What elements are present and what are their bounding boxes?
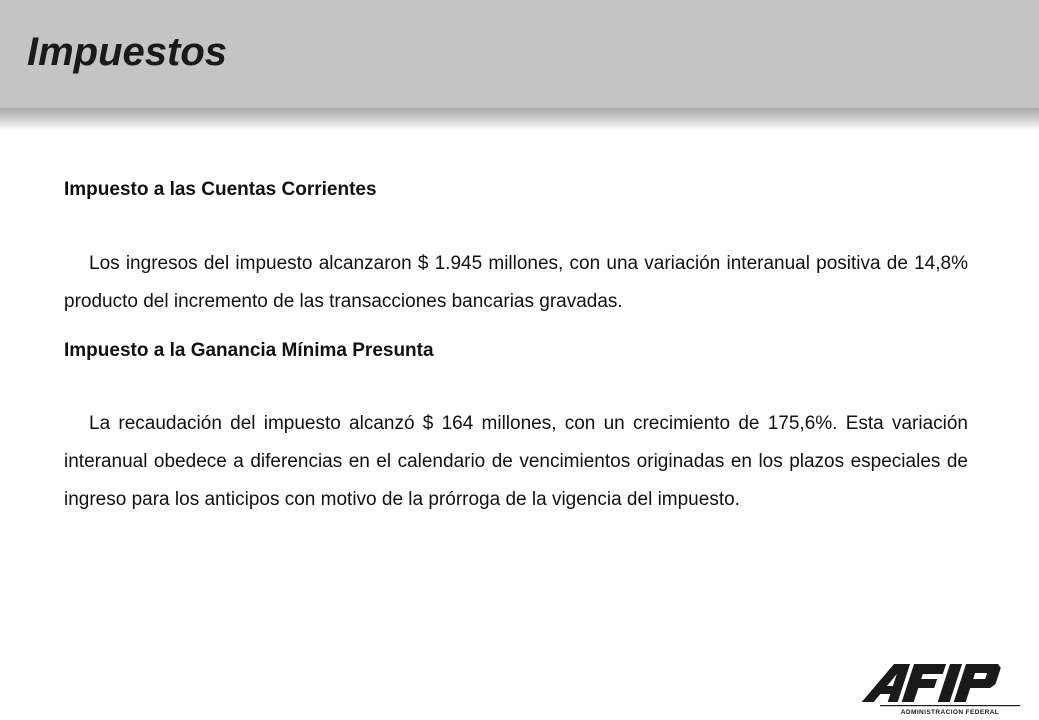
- section-title-cuentas-corrientes: Impuesto a las Cuentas Corrientes: [64, 179, 377, 200]
- afip-logo: [858, 658, 1026, 716]
- svg-text:ADMINISTRACION FEDERAL: ADMINISTRACION FEDERAL: [900, 709, 1000, 716]
- section-body-ganancia-minima: La recaudación del impuesto alcanzó $ 164 millones, con un crecimiento de 175,6%. Esta variación interanual obedece a diferencias en el calendario de vencimientos originadas en los plazos especiales de ingreso para los anticipos con motivo de la prórroga de la vigencia del impuesto.: [64, 413, 968, 511]
- section-body-cuentas-corrientes: Los ingresos del impuesto alcanzaron $ 1.945 millones, con una variación interanual positiva de 14,8% producto del incremento de las transacciones bancarias gravadas.: [64, 252, 968, 312]
- content-area: [64, 178, 968, 519]
- header-shadow: [0, 108, 1039, 130]
- section-title-ganancia-minima: Impuesto a la Ganancia Mínima Presunta: [64, 339, 434, 361]
- page-title: Impuestos: [27, 30, 228, 74]
